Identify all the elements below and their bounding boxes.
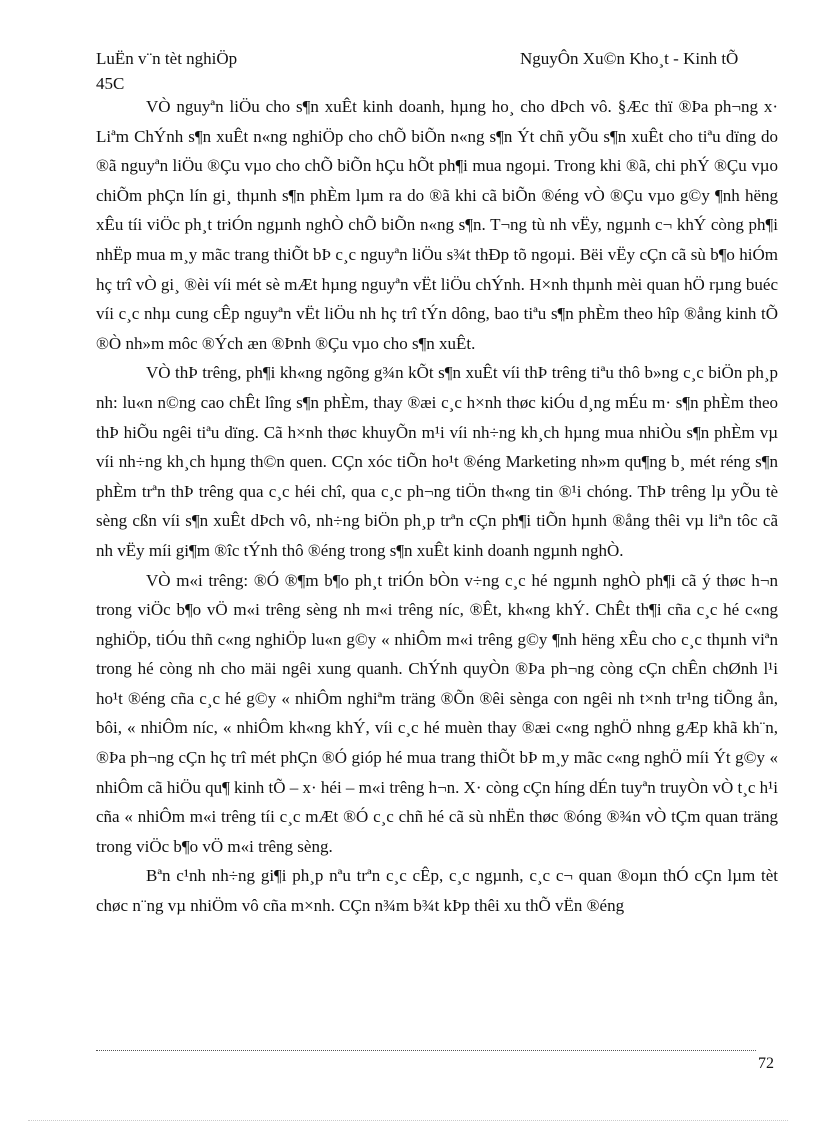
paragraph-materials: VÒ nguyªn liÖu cho s¶n xuÊt kinh doanh, hµng ho¸ cho dÞch vô. §Æc thï ®Þa ph¬ng x· Liªm ChÝnh s¶n xuÊt n«ng nghiÖp cho chÕ biÕn n«ng s¶n Ýt chñ yÕu s¶n xuÊt cho tiªu dïng do ®ã nguyªn liÖu ®Çu vµo cho chÕ biÕn hÇu hÕt ph¶i mua ngoµi. Trong khi ®ã, chi phÝ ®Çu vµo chiÕm phÇn lín gi¸ thµnh s¶n phÈm lµm ra do ®ã khi cã biÕn ®éng vÒ ®Çu vµo g©y ¶nh hëng xÊu tíi viÖc ph¸t triÓn ngµnh nghÒ chÕ biÕn n«ng s¶n. T¬ng tù nh vËy, ngµnh c¬ khÝ còng ph¶i nhËp mua m¸y mãc trang thiÕt bÞ c¸c nguyªn liÖu s¾t thÐp tõ ngoµi. Bëi vËy cÇn cã sù b¶o hiÓm hç trî vÒ gi¸ ®èi víi mét sè mÆt hµng nguyªn vËt liÖu chÝnh. H×nh thµnh mèi quan hÖ rµng buéc víi c¸c nhµ cung cÊp nguyªn vËt liÖu nh hç trî tÝn dông, bao tiªu s¶n phÈm theo hîp ®ång kinh tÕ ®Ò nh»m môc ®Ých æn ®Þnh ®Çu vµo cho s¶n xuÊt. — [96, 97, 778, 353]
header-author: NguyÔn Xu©n Kho¸t - Kinh tÕ — [520, 49, 739, 68]
page-bottom-divider — [28, 1120, 788, 1121]
footer-divider — [96, 1050, 756, 1051]
paragraph-environment: VÒ m«i trêng: ®Ó ®¶m b¶o ph¸t triÓn bÒn v÷ng c¸c hé ngµnh nghÒ ph¶i cã ý thøc h¬n trong viÖc b¶o vÖ m«i trêng sèng nh m«i trêng níc, ®Êt, kh«ng khÝ. ChÊt th¶i cña c¸c hé c«ng nghiÖp, tiÓu thñ c«ng nghiÖp lu«n g©y « nhiÔm m«i trêng g©y ¶nh hëng xÊu cho c¸c thµnh viªn trong hé còng nh cho mäi ngêi xung quanh. ChÝnh quyÒn ®Þa ph¬ng còng cÇn chÊn chØnh l¹i ho¹t ®éng cña c¸c hé g©y « nhiÔm nghiªm träng ®Õn ®êi sènga con ngêi nh t×nh tr¹ng tiÕng ån, bôi, « nhiÔm níc, « nhiÔm kh«ng khÝ, víi c¸c hé muèn thay ®æi c«ng nghÖ nhng gÆp khã kh¨n, ®Þa ph¬ng cÇn hç trî mét phÇn ®Ó gióp hé mua trang thiÕt bÞ m¸y mãc c«ng nghÖ míi Ýt g©y « nhiÔm cã hiÖu qu¶ kinh tÕ – x· héi – m«i trêng h¬n. X· còng cÇn híng dÉn tuyªn truyÒn vÒ t¸c h¹i cña « nhiÔm m«i trêng tíi c¸c mÆt ®Ó c¸c chñ hé cã sù nhËn thøc ®óng ®¾n vÒ tÇm quan träng trong viÖc b¶o vÖ m«i trêng sèng. — [96, 570, 778, 856]
body-text — [96, 92, 778, 921]
page-number: 72 — [758, 1055, 774, 1072]
header-class: 45C — [96, 74, 125, 93]
page-header — [96, 48, 772, 98]
header-thesis-title: LuËn v¨n tèt nghiÖp — [96, 49, 238, 68]
paragraph-market: VÒ thÞ trêng, ph¶i kh«ng ngõng g¾n kÕt s¶n xuÊt víi thÞ trêng tiªu thô b»ng c¸c biÖn ph¸p nh: lu«n n©ng cao chÊt lîng s¶n phÈm, thay ®æi c¸c h×nh thøc kiÓu d¸ng mÉu m· s¶n phÈm theo thÞ hiÕu ngêi tiªu dïng. Cã h×nh thøc khuyÕn m¹i víi nh÷ng kh¸ch hµng mua nhiÒu s¶n phÈm vµ víi nh÷ng kh¸ch hµng th©n quen. CÇn xóc tiÕn ho¹t ®éng Marketing nh»m qu¶ng b¸ mét réng s¶n phÈm trªn thÞ trêng qua c¸c héi chî, qua c¸c ph¬ng tiÖn th«ng tin ®¹i chóng. ThÞ trêng lµ yÕu tè sèng cßn víi s¶n xuÊt dÞch vô, nh÷ng biÖn ph¸p trªn cÇn ph¶i tiÕn hµnh ®ång thêi vµ liªn tôc cã nh vËy míi gi¶m ®îc tÝnh thô ®éng trong s¶n xuÊt kinh doanh ngµnh nghÒ. — [96, 363, 778, 560]
paragraph-agencies: Bªn c¹nh nh÷ng gi¶i ph¸p nªu trªn c¸c cÊp, c¸c ngµnh, c¸c c¬ quan ®oµn thÓ cÇn lµm tèt chøc n¨ng vµ nhiÖm vô cña m×nh. CÇn n¾m b¾t kÞp thêi xu thÕ vËn ®éng — [96, 866, 778, 916]
